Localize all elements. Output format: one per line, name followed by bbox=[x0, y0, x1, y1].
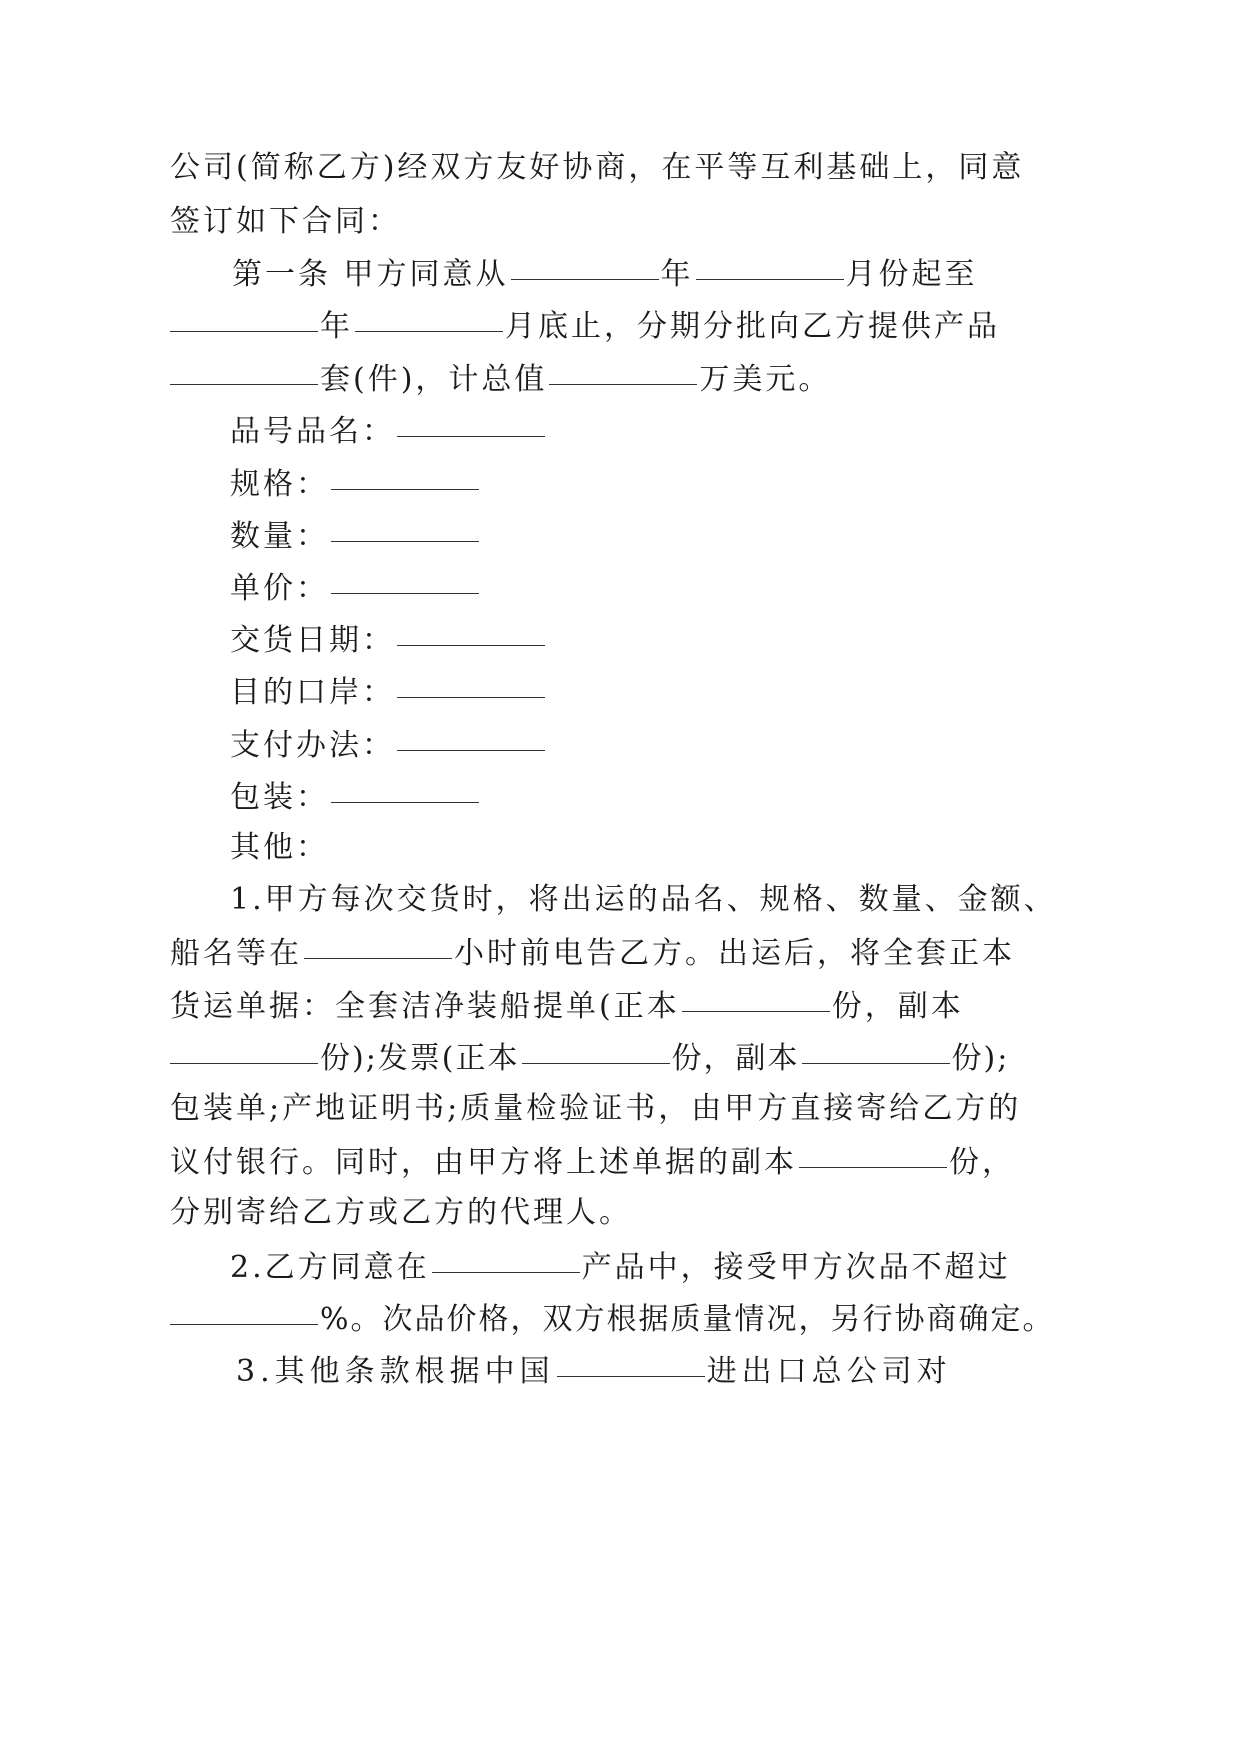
intro-line-2 bbox=[170, 202, 401, 242]
field-destination-port bbox=[230, 671, 547, 713]
blank-field bbox=[397, 406, 545, 437]
field-label: 交货日期： bbox=[230, 623, 395, 658]
blank-field bbox=[355, 301, 503, 332]
blank-field bbox=[170, 354, 318, 385]
intro-text-1: 公司(简称乙方)经双方友好协商，在平等互利基础上，同意 bbox=[170, 150, 1025, 185]
article1-text: 第一条 甲方同意从 bbox=[232, 257, 509, 292]
blank-field bbox=[304, 928, 452, 959]
intro-line-1 bbox=[170, 148, 1024, 188]
article1-text: 万美元。 bbox=[699, 362, 832, 397]
clause1-line-5 bbox=[170, 1089, 1021, 1129]
field-other bbox=[230, 828, 329, 868]
field-label: 其他： bbox=[230, 830, 329, 865]
field-quantity bbox=[230, 515, 481, 557]
clause3-line-1 bbox=[236, 1350, 952, 1392]
clause1-text: 船名等在 bbox=[170, 936, 302, 971]
blank-field bbox=[511, 249, 659, 280]
clause1-line-1 bbox=[230, 880, 1057, 920]
blank-field bbox=[557, 1346, 705, 1377]
blank-field bbox=[432, 1242, 580, 1273]
article1-text: 月底止，分期分批向乙方提供产品 bbox=[505, 309, 1000, 344]
intro-text-2: 签订如下合同： bbox=[170, 204, 401, 239]
field-packaging bbox=[230, 776, 481, 818]
field-label: 目的口岸： bbox=[230, 675, 395, 710]
blank-field bbox=[331, 511, 479, 542]
clause1-text: 小时前电告乙方。出运后，将全套正本 bbox=[454, 936, 1015, 971]
clause1-text: 1.甲方每次交货时，将出运的品名、规格、数量、金额、 bbox=[230, 882, 1057, 917]
clause1-line-7 bbox=[170, 1193, 632, 1233]
blank-field bbox=[397, 667, 545, 698]
article1-text: 月份起至 bbox=[845, 257, 978, 292]
article1-text: 年 bbox=[660, 257, 694, 292]
field-label: 支付办法： bbox=[230, 728, 395, 763]
article1-line-3 bbox=[170, 358, 831, 400]
field-label: 品号品名： bbox=[230, 414, 395, 449]
blank-field bbox=[170, 1033, 318, 1064]
field-unit-price bbox=[230, 567, 481, 609]
field-spec bbox=[230, 463, 481, 505]
clause3-text: 进出口总公司对 bbox=[706, 1354, 952, 1389]
blank-field bbox=[802, 1033, 950, 1064]
blank-field bbox=[696, 249, 844, 280]
clause1-text: 货运单据：全套洁净装船提单(正本 bbox=[170, 989, 680, 1024]
clause2-line-1 bbox=[230, 1246, 1011, 1288]
clause1-line-6 bbox=[170, 1141, 1015, 1183]
field-label: 包装： bbox=[230, 780, 329, 815]
article1-text: 年 bbox=[320, 309, 353, 344]
clause1-line-2 bbox=[170, 932, 1015, 974]
blank-field bbox=[522, 1033, 670, 1064]
clause1-line-4 bbox=[170, 1037, 1009, 1079]
clause1-text: 包装单;产地证明书;质量检验证书，由甲方直接寄给乙方的 bbox=[170, 1091, 1022, 1126]
clause1-text: 份);发票(正本 bbox=[320, 1041, 520, 1076]
blank-field bbox=[170, 1294, 318, 1325]
clause1-text: 分别寄给乙方或乙方的代理人。 bbox=[170, 1195, 632, 1230]
blank-field bbox=[682, 981, 830, 1012]
blank-field bbox=[170, 301, 318, 332]
field-label: 单价： bbox=[230, 571, 329, 606]
blank-field bbox=[331, 772, 479, 803]
blank-field bbox=[331, 459, 479, 490]
clause1-text: 议付银行。同时，由甲方将上述单据的副本 bbox=[170, 1145, 797, 1180]
clause1-text: 份，副本 bbox=[671, 1041, 800, 1076]
blank-field bbox=[331, 563, 479, 594]
clause2-text: 产品中，接受甲方次品不超过 bbox=[581, 1250, 1011, 1285]
field-label: 规格： bbox=[230, 467, 329, 502]
clause2-line-2 bbox=[170, 1298, 1055, 1340]
clause2-text: %。次品价格，双方根据质量情况，另行协商确定。 bbox=[320, 1302, 1055, 1337]
field-delivery-date bbox=[230, 619, 547, 661]
clause1-text: 份); bbox=[951, 1041, 1010, 1076]
article1-line-2 bbox=[170, 305, 1000, 347]
clause1-text: 份，副本 bbox=[831, 989, 964, 1024]
field-product-name bbox=[230, 410, 547, 452]
field-payment-method bbox=[230, 724, 547, 766]
article1-line-1 bbox=[232, 253, 978, 295]
field-label: 数量： bbox=[230, 519, 329, 554]
blank-field bbox=[397, 720, 545, 751]
clause2-text: 2.乙方同意在 bbox=[230, 1250, 430, 1285]
clause3-text: 3.其他条款根据中国 bbox=[236, 1354, 555, 1389]
blank-field bbox=[549, 354, 697, 385]
clause1-text: 份， bbox=[949, 1145, 1015, 1180]
clause1-line-3 bbox=[170, 985, 964, 1027]
blank-field bbox=[397, 615, 545, 646]
article1-text: 套(件)，计总值 bbox=[320, 362, 548, 397]
blank-field bbox=[799, 1137, 947, 1168]
